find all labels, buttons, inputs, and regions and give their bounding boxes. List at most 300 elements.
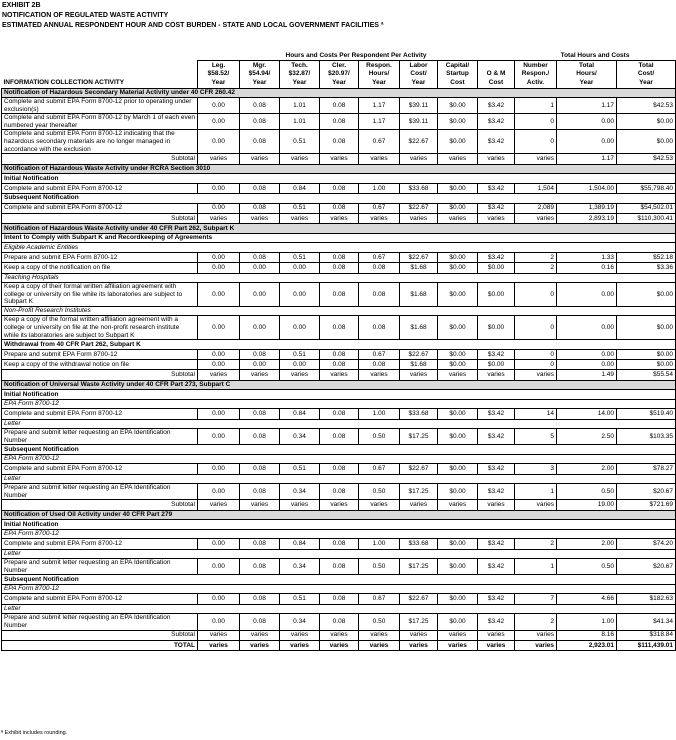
table-row xyxy=(2,183,676,193)
subsection-title: Subsequent Notification xyxy=(2,575,676,585)
cell-col-9: 2 xyxy=(515,614,557,630)
subsection-header-row xyxy=(2,445,676,455)
cell-col-3: 0.00 xyxy=(280,283,320,307)
column-header-5-line-3: Year xyxy=(359,79,400,88)
table-row xyxy=(2,349,676,359)
cell-col-4: 0.08 xyxy=(320,130,359,154)
cell-col-2: 0.08 xyxy=(240,614,280,630)
cell-col-9: 2,089 xyxy=(515,203,557,213)
activity-label: Complete and submit EPA Form 8700-12 xyxy=(2,539,198,549)
cell-col-8: $3.42 xyxy=(478,114,515,130)
cell-col-4: 0.08 xyxy=(320,409,359,419)
cell-col-2: 0.00 xyxy=(240,283,280,307)
category-label-row xyxy=(2,273,676,283)
cell-col-3: 0.34 xyxy=(280,614,320,630)
cell-col-7: $0.00 xyxy=(438,349,478,359)
cell-col-7: $0.00 xyxy=(438,316,478,340)
activity-label: Complete and submit EPA Form 8700-12 prior to operating under exclusion(s) xyxy=(2,98,198,114)
cell-col-1: varies xyxy=(198,640,240,650)
total-row xyxy=(2,640,676,650)
cell-col-2: 0.00 xyxy=(240,263,280,273)
cell-col-1: 0.00 xyxy=(198,203,240,213)
cell-col-3: 0.34 xyxy=(280,429,320,445)
cell-col-6: $33.68 xyxy=(400,409,438,419)
cell-col-6: varies xyxy=(400,500,438,510)
cell-col-9: 3 xyxy=(515,464,557,474)
activity-label: Prepare and submit EPA Form 8700-12 xyxy=(2,349,198,359)
cell-col-7: $0.00 xyxy=(438,263,478,273)
cell-col-7: $0.00 xyxy=(438,203,478,213)
subtotal-label: Subtotal xyxy=(2,370,198,380)
cell-col-1: varies xyxy=(198,500,240,510)
column-header-11-line-2: Cost/ xyxy=(617,70,676,79)
cell-col-3: 0.51 xyxy=(280,130,320,154)
activity-label: Complete and submit EPA Form 8700-12 by March 1 of each even numbered year thereafter xyxy=(2,114,198,130)
column-header-4-line-2: $20.97/ xyxy=(320,70,359,79)
column-header-2-line-3: Year xyxy=(240,79,280,88)
category-label-row xyxy=(2,306,676,316)
cell-col-6: varies xyxy=(400,213,438,223)
cell-col-11: $42.53 xyxy=(617,98,676,114)
activity-label: Prepare and submit letter requesting an EPA Identification Number xyxy=(2,429,198,445)
cell-col-3: varies xyxy=(280,154,320,164)
column-header-9-line-1: Number xyxy=(515,60,557,69)
cell-col-8: $3.42 xyxy=(478,409,515,419)
cell-col-8: varies xyxy=(478,154,515,164)
cell-col-10: 0.50 xyxy=(557,484,617,500)
subtotal-row xyxy=(2,630,676,640)
cell-col-9: varies xyxy=(515,500,557,510)
category-label: EPA Form 8700-12 xyxy=(2,529,676,539)
cell-col-4: 0.08 xyxy=(320,114,359,130)
cell-col-1: 0.00 xyxy=(198,594,240,604)
cell-col-5: 0.67 xyxy=(359,252,400,262)
cell-col-11: $74.20 xyxy=(617,539,676,549)
subsection-title: Subsequent Notification xyxy=(2,194,676,204)
cell-col-1: 0.00 xyxy=(198,429,240,445)
cell-col-2: 0.08 xyxy=(240,484,280,500)
table-row xyxy=(2,559,676,575)
cell-col-9: 2 xyxy=(515,252,557,262)
cell-col-4: 0.08 xyxy=(320,360,359,370)
category-label: Letter xyxy=(2,474,676,484)
cell-col-8: varies xyxy=(478,640,515,650)
cell-col-7: $0.00 xyxy=(438,559,478,575)
column-header-1-line-1: Leg. xyxy=(198,60,240,69)
cell-col-2: 0.08 xyxy=(240,183,280,193)
cell-col-1: 0.00 xyxy=(198,252,240,262)
column-header-3-line-1: Tech. xyxy=(280,60,320,69)
cell-col-5: 0.67 xyxy=(359,130,400,154)
category-label-row xyxy=(2,243,676,253)
cell-col-8: varies xyxy=(478,213,515,223)
subsection-title: Initial Notification xyxy=(2,390,676,400)
cell-col-4: 0.08 xyxy=(320,594,359,604)
category-label: Teaching Hospitals xyxy=(2,273,676,283)
cell-col-11: $182.63 xyxy=(617,594,676,604)
cell-col-6: $17.25 xyxy=(400,559,438,575)
cell-col-11: $0.00 xyxy=(617,283,676,307)
category-label: EPA Form 8700-12 xyxy=(2,399,676,409)
cell-col-1: varies xyxy=(198,370,240,380)
cell-col-6: $17.25 xyxy=(400,614,438,630)
cell-col-9: 1,504 xyxy=(515,183,557,193)
table-header xyxy=(2,51,676,88)
cell-col-7: $0.00 xyxy=(438,183,478,193)
table-row xyxy=(2,316,676,340)
subsection-title: Withdrawal from 40 CFR Part 262, Subpart K xyxy=(2,340,676,350)
section-title: Notification of Hazardous Waste Activity under RCRA Section 3010 xyxy=(2,164,676,174)
cell-col-8: $0.00 xyxy=(478,316,515,340)
cell-col-4: varies xyxy=(320,213,359,223)
cell-col-3: 0.51 xyxy=(280,252,320,262)
cell-col-10: 1.49 xyxy=(557,370,617,380)
cell-col-10: 2.00 xyxy=(557,464,617,474)
cell-col-6: $17.25 xyxy=(400,484,438,500)
cell-col-11: $111,439.01 xyxy=(617,640,676,650)
cell-col-11: $0.00 xyxy=(617,360,676,370)
cell-col-3: 0.34 xyxy=(280,559,320,575)
cell-col-11: $3.36 xyxy=(617,263,676,273)
cell-col-10: 0.16 xyxy=(557,263,617,273)
cell-col-1: varies xyxy=(198,213,240,223)
cell-col-6: $22.67 xyxy=(400,252,438,262)
cell-col-3: 0.51 xyxy=(280,203,320,213)
section-title: Notification of Hazardous Secondary Material Activity under 40 CFR 260.42 xyxy=(2,88,676,98)
cell-col-5: 1.17 xyxy=(359,98,400,114)
exhibit-number: EXHIBIT 2B xyxy=(2,2,41,9)
cell-col-10: 14.00 xyxy=(557,409,617,419)
column-header-9-line-3: Activ. xyxy=(515,79,557,88)
table-row xyxy=(2,594,676,604)
activity-column-header: INFORMATION COLLECTION ACTIVITY xyxy=(3,79,125,87)
cell-col-8: varies xyxy=(478,630,515,640)
cell-col-4: 0.08 xyxy=(320,203,359,213)
cell-col-2: varies xyxy=(240,630,280,640)
cell-col-10: 1.33 xyxy=(557,252,617,262)
activity-label: Prepare and submit letter requesting an EPA Identification Number xyxy=(2,484,198,500)
column-header-11-line-3: Year xyxy=(617,79,676,88)
category-label: EPA Form 8700-12 xyxy=(2,454,676,464)
table-row xyxy=(2,130,676,154)
cell-col-6: varies xyxy=(400,630,438,640)
subsection-header-row xyxy=(2,233,676,243)
cell-col-10: 1,389.19 xyxy=(557,203,617,213)
table-row xyxy=(2,98,676,114)
cell-col-3: varies xyxy=(280,630,320,640)
category-label: Non-Profit Research Institutes xyxy=(2,306,676,316)
cell-col-1: 0.00 xyxy=(198,283,240,307)
column-header-3-line-2: $32.87/ xyxy=(280,70,320,79)
cell-col-6: varies xyxy=(400,154,438,164)
subtotal-row xyxy=(2,213,676,223)
cell-col-3: varies xyxy=(280,640,320,650)
cell-col-9: 1 xyxy=(515,98,557,114)
cell-col-11: $0.00 xyxy=(617,349,676,359)
cell-col-9: varies xyxy=(515,213,557,223)
cell-col-6: $1.68 xyxy=(400,316,438,340)
cell-col-2: 0.08 xyxy=(240,98,280,114)
cell-col-5: 0.67 xyxy=(359,203,400,213)
table-row xyxy=(2,614,676,630)
table-row xyxy=(2,252,676,262)
activity-label: Keep a copy of their formal written affiliation agreement with college or university on file while its laboratories are subject to Subpart K xyxy=(2,283,198,307)
cell-col-11: $519.40 xyxy=(617,409,676,419)
cell-col-1: 0.00 xyxy=(198,559,240,575)
cell-col-9: 1 xyxy=(515,484,557,500)
cell-col-9: 7 xyxy=(515,594,557,604)
category-label: EPA Form 8700-12 xyxy=(2,584,676,594)
cell-col-8: $3.42 xyxy=(478,252,515,262)
cell-col-1: 0.00 xyxy=(198,614,240,630)
subsection-header-row xyxy=(2,194,676,204)
cell-col-1: 0.00 xyxy=(198,484,240,500)
cell-col-9: 0 xyxy=(515,283,557,307)
cell-col-10: 8.16 xyxy=(557,630,617,640)
cell-col-2: 0.08 xyxy=(240,114,280,130)
cell-col-6: $33.68 xyxy=(400,183,438,193)
cell-col-5: 1.00 xyxy=(359,409,400,419)
cell-col-4: 0.08 xyxy=(320,539,359,549)
column-header-10-line-1: Total xyxy=(557,60,617,69)
section-title: Notification of Hazardous Waste Activity under 40 CFR Part 262, Subpart K xyxy=(2,224,676,234)
cell-col-5: 0.67 xyxy=(359,349,400,359)
table-row xyxy=(2,283,676,307)
cell-col-2: 0.00 xyxy=(240,360,280,370)
subtotal-label: Subtotal xyxy=(2,154,198,164)
category-label-row xyxy=(2,419,676,429)
cell-col-7: $0.00 xyxy=(438,484,478,500)
table-row xyxy=(2,203,676,213)
cell-col-2: 0.00 xyxy=(240,316,280,340)
cell-col-10: 1,504.00 xyxy=(557,183,617,193)
cell-col-8: $3.42 xyxy=(478,539,515,549)
table-row xyxy=(2,409,676,419)
cell-col-11: $110,300.41 xyxy=(617,213,676,223)
section-title: Notification of Universal Waste Activity under 40 CFR Part 273, Subpart C xyxy=(2,380,676,390)
table-row xyxy=(2,539,676,549)
cell-col-10: 2,923.01 xyxy=(557,640,617,650)
cell-col-11: $20.67 xyxy=(617,559,676,575)
cell-col-1: 0.00 xyxy=(198,464,240,474)
cell-col-7: $0.00 xyxy=(438,283,478,307)
cell-col-4: 0.08 xyxy=(320,484,359,500)
cell-col-5: 0.08 xyxy=(359,316,400,340)
cell-col-7: varies xyxy=(438,213,478,223)
cell-col-4: 0.08 xyxy=(320,98,359,114)
cell-col-6: varies xyxy=(400,640,438,650)
cell-col-11: $20.67 xyxy=(617,484,676,500)
cell-col-4: varies xyxy=(320,630,359,640)
cell-col-1: varies xyxy=(198,154,240,164)
cell-col-10: 4.66 xyxy=(557,594,617,604)
cell-col-1: 0.00 xyxy=(198,349,240,359)
category-label-row xyxy=(2,454,676,464)
cell-col-5: 1.00 xyxy=(359,183,400,193)
burden-estimate-table xyxy=(1,51,676,651)
cell-col-3: 0.00 xyxy=(280,360,320,370)
table-body xyxy=(2,88,676,651)
cell-col-2: varies xyxy=(240,213,280,223)
cell-col-7: $0.00 xyxy=(438,252,478,262)
cell-col-6: $22.67 xyxy=(400,130,438,154)
cell-col-5: 0.50 xyxy=(359,614,400,630)
cell-col-3: varies xyxy=(280,370,320,380)
subsection-header-row xyxy=(2,340,676,350)
section-header-row xyxy=(2,510,676,520)
cell-col-1: varies xyxy=(198,630,240,640)
cell-col-11: $0.00 xyxy=(617,316,676,340)
cell-col-9: 5 xyxy=(515,429,557,445)
cell-col-11: $721.69 xyxy=(617,500,676,510)
section-header-row xyxy=(2,88,676,98)
cell-col-4: 0.08 xyxy=(320,283,359,307)
activity-label: Prepare and submit letter requesting an EPA Identification Number xyxy=(2,559,198,575)
cell-col-5: 1.17 xyxy=(359,114,400,130)
category-label: Letter xyxy=(2,604,676,614)
cell-col-2: 0.08 xyxy=(240,559,280,575)
cell-col-5: varies xyxy=(359,370,400,380)
cell-col-4: varies xyxy=(320,154,359,164)
subsection-title: Subsequent Notification xyxy=(2,445,676,455)
cell-col-2: varies xyxy=(240,154,280,164)
activity-label: Complete and submit EPA Form 8700-12 xyxy=(2,203,198,213)
cell-col-6: $39.11 xyxy=(400,114,438,130)
cell-col-3: 0.84 xyxy=(280,409,320,419)
cell-col-10: 0.50 xyxy=(557,559,617,575)
cell-col-9: 14 xyxy=(515,409,557,419)
subtotal-row xyxy=(2,500,676,510)
cell-col-11: $42.53 xyxy=(617,154,676,164)
document-title: NOTIFICATION OF REGULATED WASTE ACTIVITY xyxy=(2,12,169,19)
cell-col-2: 0.08 xyxy=(240,464,280,474)
cell-col-2: 0.08 xyxy=(240,252,280,262)
subsection-header-row xyxy=(2,575,676,585)
cell-col-11: $103.35 xyxy=(617,429,676,445)
cell-col-9: 0 xyxy=(515,349,557,359)
cell-col-1: 0.00 xyxy=(198,183,240,193)
cell-col-7: varies xyxy=(438,640,478,650)
subtotal-row xyxy=(2,370,676,380)
subsection-title: Initial Notification xyxy=(2,174,676,184)
cell-col-7: $0.00 xyxy=(438,614,478,630)
cell-col-8: varies xyxy=(478,370,515,380)
cell-col-7: $0.00 xyxy=(438,114,478,130)
column-header-1-line-3: Year xyxy=(198,79,240,88)
cell-col-5: varies xyxy=(359,154,400,164)
cell-col-8: $3.42 xyxy=(478,203,515,213)
cell-col-3: 0.51 xyxy=(280,464,320,474)
cell-col-10: 0.00 xyxy=(557,316,617,340)
cell-col-2: 0.08 xyxy=(240,349,280,359)
subtotal-label: Subtotal xyxy=(2,500,198,510)
subsection-header-row xyxy=(2,520,676,530)
cell-col-9: 0 xyxy=(515,316,557,340)
cell-col-3: varies xyxy=(280,500,320,510)
cell-col-1: 0.00 xyxy=(198,316,240,340)
category-label: Letter xyxy=(2,549,676,559)
column-header-7-line-3: Cost xyxy=(438,79,478,88)
category-label: Eligible Academic Entities xyxy=(2,243,676,253)
cell-col-10: 2,893.19 xyxy=(557,213,617,223)
cell-col-4: 0.08 xyxy=(320,183,359,193)
cell-col-9: varies xyxy=(515,154,557,164)
cell-col-7: varies xyxy=(438,500,478,510)
cell-col-8: $3.42 xyxy=(478,484,515,500)
column-header-4-line-1: Cler. xyxy=(320,60,359,69)
cell-col-10: 1.17 xyxy=(557,154,617,164)
footnote: ª Exhibit includes rounding. xyxy=(1,730,68,736)
activity-label: Complete and submit EPA Form 8700-12 xyxy=(2,594,198,604)
cell-col-1: 0.00 xyxy=(198,263,240,273)
cell-col-1: 0.00 xyxy=(198,539,240,549)
cell-col-4: 0.08 xyxy=(320,429,359,445)
cell-col-11: $78.27 xyxy=(617,464,676,474)
cell-col-4: 0.08 xyxy=(320,464,359,474)
cell-col-6: varies xyxy=(400,370,438,380)
activity-label: Prepare and submit EPA Form 8700-12 xyxy=(2,252,198,262)
activity-label: Complete and submit EPA Form 8700-12 xyxy=(2,183,198,193)
cell-col-11: $0.00 xyxy=(617,130,676,154)
cell-col-3: 0.34 xyxy=(280,484,320,500)
activity-label: Complete and submit EPA Form 8700-12 xyxy=(2,409,198,419)
cell-col-8: $3.42 xyxy=(478,614,515,630)
cell-col-3: 1.01 xyxy=(280,98,320,114)
cell-col-4: 0.08 xyxy=(320,316,359,340)
activity-label: Keep a copy of the notification on file xyxy=(2,263,198,273)
column-header-9-line-2: Respon./ xyxy=(515,70,557,79)
cell-col-10: 2.50 xyxy=(557,429,617,445)
section-header-row xyxy=(2,164,676,174)
cell-col-6: $1.68 xyxy=(400,360,438,370)
cell-col-5: varies xyxy=(359,500,400,510)
cell-col-2: 0.08 xyxy=(240,429,280,445)
cell-col-10: 0.00 xyxy=(557,360,617,370)
cell-col-1: 0.00 xyxy=(198,98,240,114)
cell-col-7: varies xyxy=(438,154,478,164)
subtotal-label: Subtotal xyxy=(2,630,198,640)
table-row xyxy=(2,484,676,500)
table-row xyxy=(2,263,676,273)
column-header-10-line-3: Year xyxy=(557,79,617,88)
subsection-header-row xyxy=(2,390,676,400)
cell-col-6: $22.67 xyxy=(400,203,438,213)
cell-col-9: varies xyxy=(515,630,557,640)
cell-col-4: 0.08 xyxy=(320,252,359,262)
activity-label: Keep a copy of the withdrawal notice on file xyxy=(2,360,198,370)
cell-col-1: 0.00 xyxy=(198,409,240,419)
subtotal-row xyxy=(2,154,676,164)
cell-col-4: 0.08 xyxy=(320,614,359,630)
cell-col-10: 2.00 xyxy=(557,539,617,549)
cell-col-7: $0.00 xyxy=(438,539,478,549)
cell-col-4: varies xyxy=(320,370,359,380)
cell-col-8: $0.00 xyxy=(478,263,515,273)
cell-col-7: varies xyxy=(438,630,478,640)
activity-label: Complete and submit EPA Form 8700-12 indicating that the hazardous secondary materials are no longer managed in accordance with the exclusion xyxy=(2,130,198,154)
category-label-row xyxy=(2,584,676,594)
subtotal-label: Subtotal xyxy=(2,213,198,223)
cell-col-8: $3.42 xyxy=(478,98,515,114)
cell-col-8: $3.42 xyxy=(478,130,515,154)
cell-col-2: varies xyxy=(240,640,280,650)
cell-col-6: $33.68 xyxy=(400,539,438,549)
column-header-3-line-3: Year xyxy=(280,79,320,88)
cell-col-6: $1.68 xyxy=(400,263,438,273)
cell-col-6: $39.11 xyxy=(400,98,438,114)
cell-col-6: $22.67 xyxy=(400,349,438,359)
cell-col-9: varies xyxy=(515,640,557,650)
